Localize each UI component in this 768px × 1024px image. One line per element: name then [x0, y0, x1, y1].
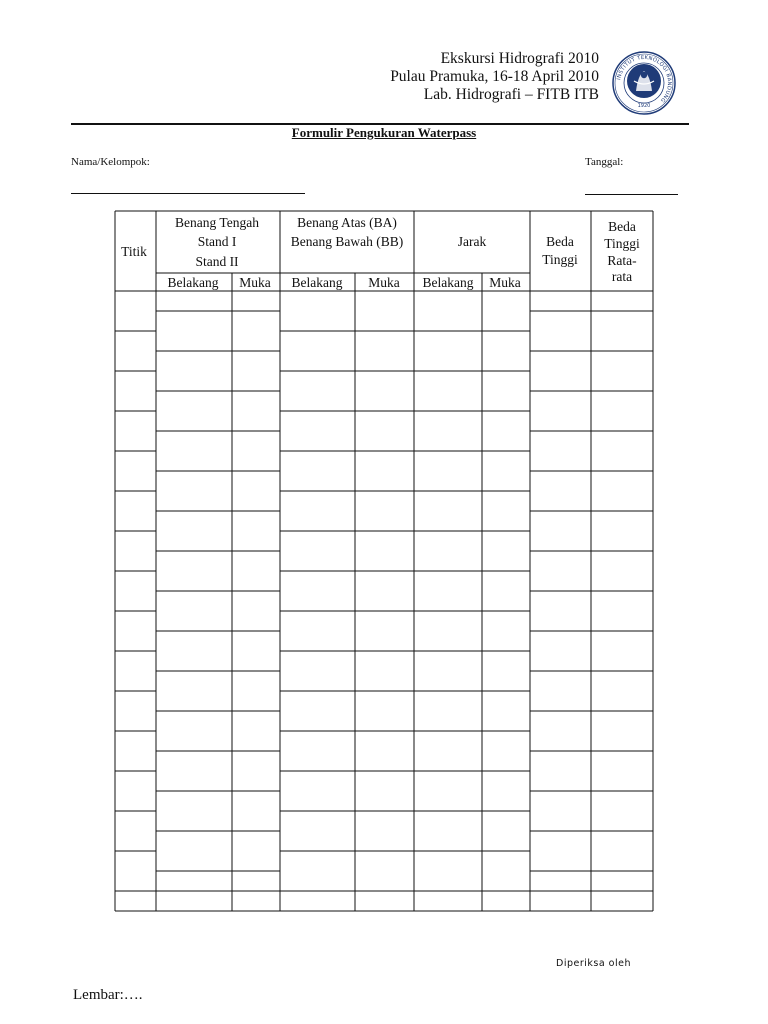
- col-beda-rata-line3: Rata-: [607, 253, 637, 268]
- col-beda-rata-line4: rata: [611, 269, 633, 284]
- col-beda-rata-line2: Tinggi: [604, 236, 640, 251]
- table-grid-lines: [115, 211, 653, 911]
- col-bb-header: Benang Bawah (BB): [290, 234, 404, 249]
- event-organizer: Lab. Hidrografi – FITB ITB: [423, 86, 599, 103]
- logo-ring-text: INSTITUT TEKNOLOGI BANDUNG: [616, 54, 673, 104]
- event-location-date: Pulau Pramuka, 16-18 April 2010: [390, 68, 599, 85]
- sheet-number-label: Lembar:….: [73, 987, 143, 1003]
- col-benang-tengah-stand1: Stand I: [197, 234, 237, 249]
- subcol-ba-muka: Muka: [368, 275, 400, 290]
- col-beda-tinggi-line2: Tinggi: [542, 252, 578, 267]
- subcol-bt-muka: Muka: [239, 275, 271, 290]
- subcol-jarak-belakang: Belakang: [422, 275, 474, 290]
- date-label: Tanggal:: [585, 156, 624, 168]
- form-title: Formulir Pengukuran Waterpass: [291, 125, 477, 140]
- col-titik-header: Titik: [121, 244, 147, 259]
- table-header: [121, 215, 640, 290]
- col-benang-tengah-stand2: Stand II: [195, 254, 239, 269]
- col-ba-header: Benang Atas (BA): [297, 215, 397, 230]
- subcol-bt-belakang: Belakang: [167, 275, 219, 290]
- subcol-jarak-muka: Muka: [489, 275, 521, 290]
- name-group-label: Nama/Kelompok:: [71, 156, 150, 168]
- checked-by-label: Diperiksa oleh: [556, 958, 631, 969]
- col-jarak-header: Jarak: [457, 234, 487, 249]
- col-beda-tinggi-line1: Beda: [546, 234, 574, 249]
- subcol-ba-belakang: Belakang: [291, 275, 343, 290]
- logo-year: 1920: [637, 103, 651, 109]
- col-benang-tengah-header: Benang Tengah: [175, 215, 259, 230]
- col-beda-rata-line1: Beda: [608, 219, 636, 234]
- event-title: Ekskursi Hidrografi 2010: [440, 50, 599, 67]
